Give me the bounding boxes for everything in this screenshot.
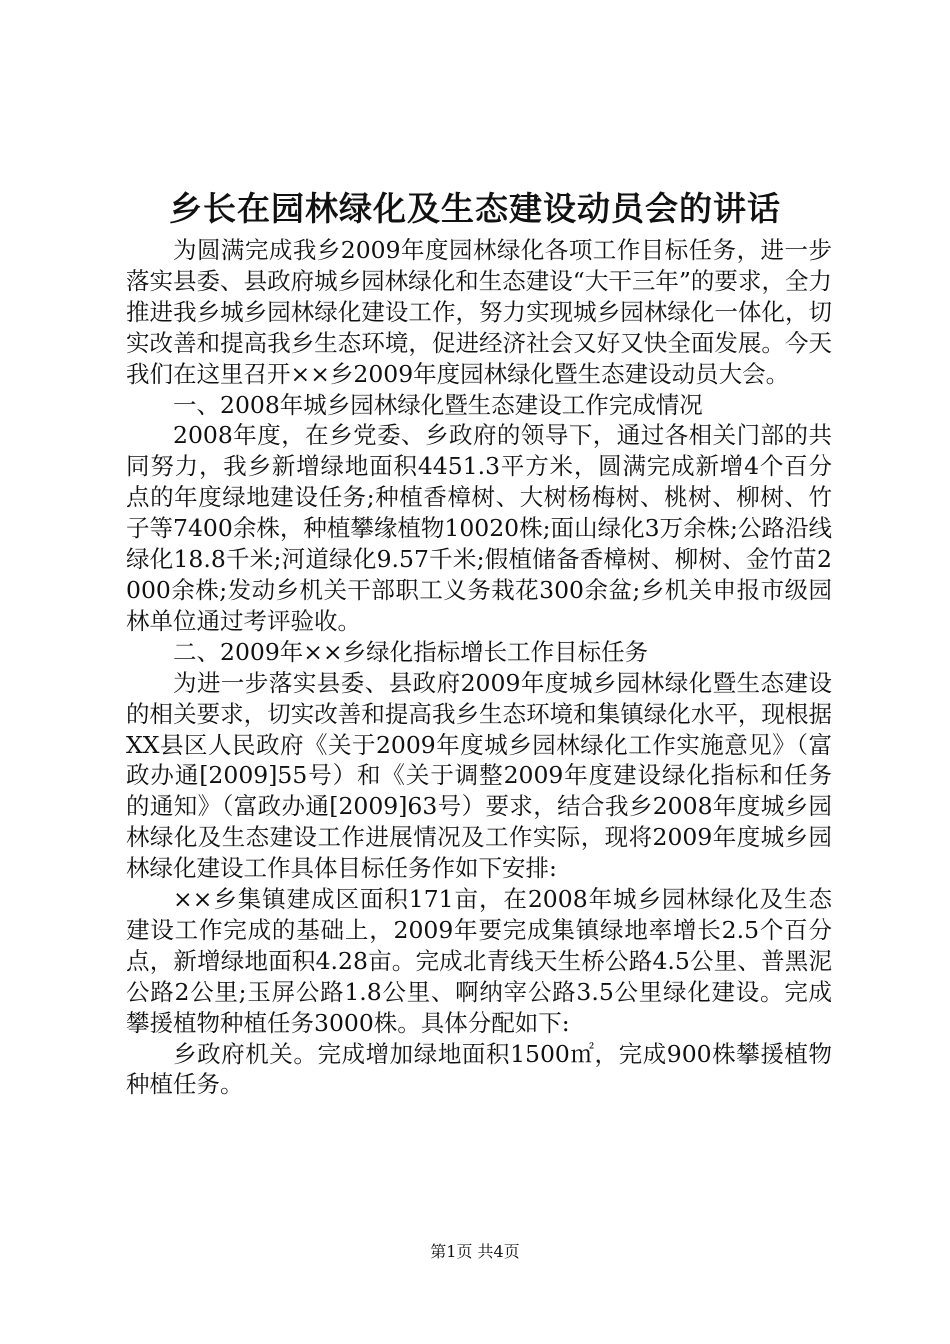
page-footer: 第1页 共4页: [430, 1242, 520, 1261]
section-heading-2: 二、2009年××乡绿化指标增长工作目标任务: [173, 637, 649, 666]
targets-paragraph: ××乡集镇建成区面积171亩，在2008年城乡园林绿化及生态建设工作完成的基础上，2009年要完成集镇绿地率增长2.5个百分点，新增绿地面积4.28亩。完成北青线天生桥公路4.5公里、普黑泥公路2公里;玉屏公路1.8公里、啊纳宰公路3.5公里绿化建设。完成攀援植物种植任务3000株。具体分配如下:: [126, 885, 832, 1037]
section-1-paragraph: 2008年度，在乡党委、乡政府的领导下，通过各相关门部的共同努力，我乡新增绿地面积4451.3平方米，圆满完成新增4个百分点的年度绿地建设任务;种植香樟树、大树杨梅树、桃树、柳树、竹子等7400余株，种植攀缘植物10020株;面山绿化3万余株;公路沿线绿化18.8千米;河道绿化9.57千米;假植储备香樟树、柳树、金竹苗2000余株;发动乡机关干部职工义务栽花300余盆;乡机关申报市级园林单位通过考评验收。: [126, 421, 832, 635]
section-heading-1: 一、2008年城乡园林绿化暨生态建设工作完成情况: [173, 390, 703, 419]
intro-paragraph: 为圆满完成我乡2009年度园林绿化各项工作目标任务，进一步落实县委、县政府城乡园林绿化和生态建设“大干三年”的要求，全力推进我乡城乡园林绿化建设工作，努力实现城乡园林绿化一体化，切实改善和提高我乡生态环境，促进经济社会又好又快全面发展。今天我们在这里召开××乡2009年度园林绿化暨生态建设动员大会。: [126, 236, 832, 388]
allocation-paragraph: 乡政府机关。完成增加绿地面积1500㎡，完成900株攀援植物种植任务。: [126, 1039, 832, 1099]
section-2-paragraph: 为进一步落实县委、县政府2009年度城乡园林绿化暨生态建设的相关要求，切实改善和提高我乡生态环境和集镇绿化水平，现根据XX县区人民政府《关于2009年度城乡园林绿化工作实施意见》（富政办通[2009]55号）和《关于调整2009年度建设绿化指标和任务的通知》（富政办通[2009]63号）要求，结合我乡2008年度城乡园林绿化及生态建设工作进展情况及工作实际，现将2009年度城乡园林绿化建设工作具体目标任务作如下安排:: [126, 668, 832, 883]
document-title: 乡长在园林绿化及生态建设动员会的讲话: [169, 189, 781, 228]
document-body: [126, 235, 832, 1100]
